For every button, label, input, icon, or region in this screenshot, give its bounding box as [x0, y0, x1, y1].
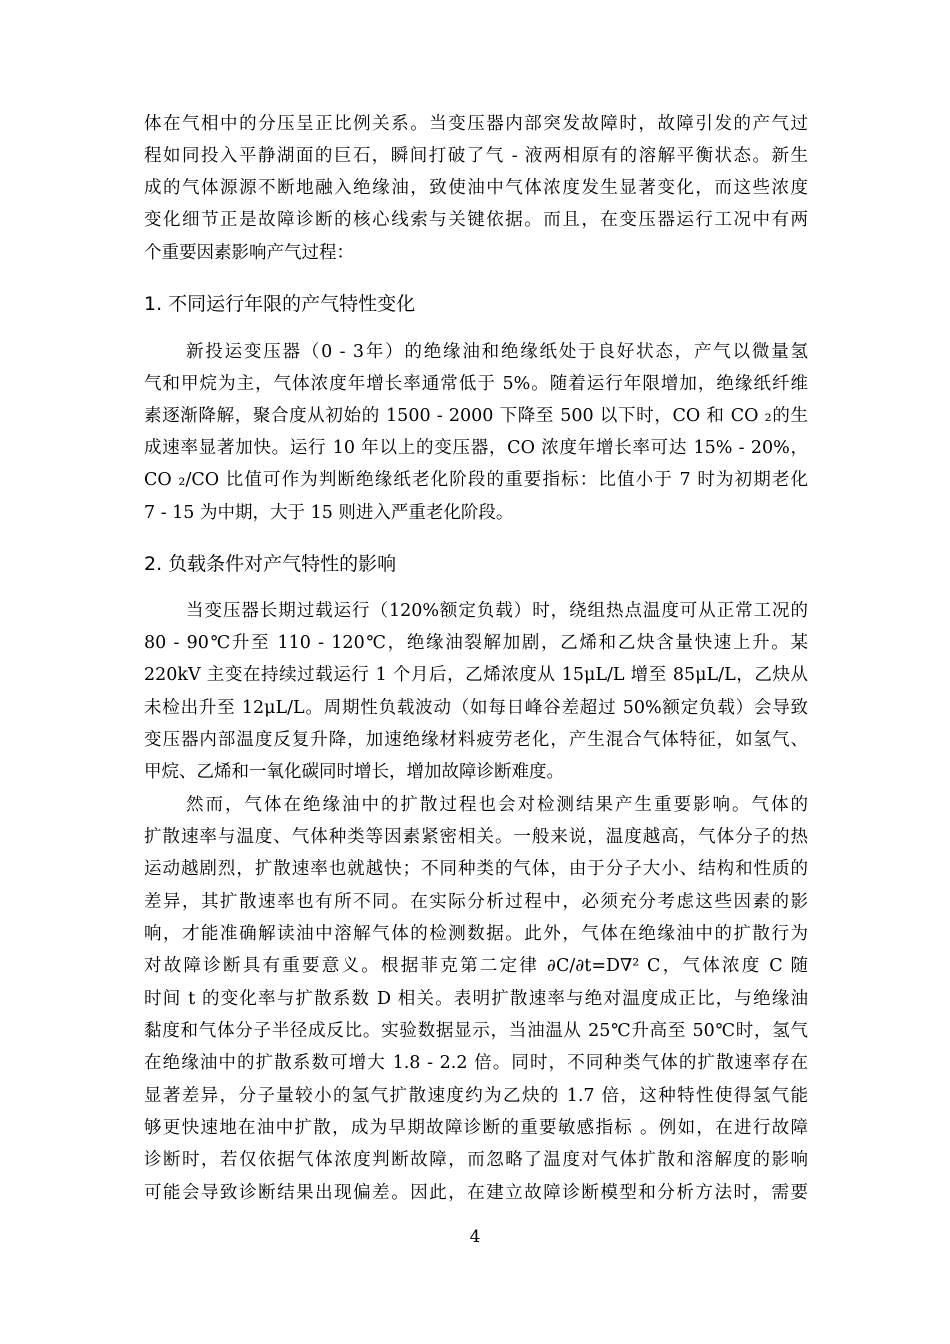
- paragraph-line: 7 - 15 为中期，大于 15 则进入严重老化阶段。: [144, 503, 514, 523]
- section-heading-1: 1. 不同运行年限的产气特性变化: [144, 293, 416, 315]
- paragraph-line: 运动越剧烈，扩散速率也就越快；不同种类的气体，由于分子大小、结构和性质的: [144, 859, 808, 879]
- paragraph-line: 素逐渐降解，聚合度从初始的 1500 - 2000 下降至 500 以下时，CO 和 CO ₂的生: [144, 406, 808, 426]
- paragraph-line: CO ₂/CO 比值可作为判断绝缘纸老化阶段的重要指标：比值小于 7 时为初期老化: [144, 470, 808, 490]
- paragraph-line: 新投运变压器（0 - 3年）的绝缘油和绝缘纸处于良好状态，产气以微量氢: [186, 342, 808, 362]
- paragraph-line: 甲烷、乙烯和一氧化碳同时增长，增加故障诊断难度。: [144, 762, 564, 782]
- paragraph-line: 时间 t 的变化率与扩散系数 D 相关。表明扩散速率与绝对温度成正比，与绝缘油: [144, 989, 808, 1009]
- paragraph-line: 气和甲烷为主，气体浓度年增长率通常低于 5%。随着运行年限增加，绝缘纸纤维: [144, 374, 808, 394]
- section-heading-2: 2. 负载条件对产气特性的影响: [144, 553, 397, 575]
- paragraph-line: 成的气体源源不断地融入绝缘油，致使油中气体浓度发生显著变化，而这些浓度: [144, 178, 808, 198]
- paragraph-line: 程如同投入平静湖面的巨石，瞬间打破了气 - 液两相原有的溶解平衡状态。新生: [144, 146, 808, 166]
- paragraph-line: 黏度和气体分子半径成反比。实验数据显示，当油温从 25℃升高至 50℃时，氢气: [144, 1021, 808, 1041]
- paragraph-line: 显著差异，分子量较小的氢气扩散速度约为乙炔的 1.7 倍，这种特性使得氢气能: [144, 1086, 808, 1106]
- paragraph-line: 成速率显著加快。运行 10 年以上的变压器，CO 浓度年增长率可达 15% - 20%，: [144, 438, 808, 458]
- paragraph-line: 可能会导致诊断结果出现偏差。因此，在建立故障诊断模型和分析方法时，需要: [144, 1183, 808, 1203]
- paragraph-line: 响，才能准确解读油中溶解气体的检测数据。此外，气体在绝缘油中的扩散行为: [144, 924, 808, 944]
- paragraph-line: 差异，其扩散速率也有所不同。在实际分析过程中，必须充分考虑这些因素的影: [144, 892, 808, 912]
- paragraph-line: 变压器内部温度反复升降，加速绝缘材料疲劳老化，产生混合气体特征，如氢气、: [144, 730, 808, 750]
- paragraph-line: 80 - 90℃升至 110 - 120℃，绝缘油裂解加剧，乙烯和乙炔含量快速上升。某: [144, 633, 808, 653]
- paragraph-line: 扩散速率与温度、气体种类等因素紧密相关。一般来说，温度越高，气体分子的热: [144, 827, 808, 847]
- paragraph-line: 未检出升至 12μL/L。周期性负载波动（如每日峰谷差超过 50%额定负载）会导致: [144, 698, 808, 718]
- paragraph-line: 对故障诊断具有重要意义。根据菲克第二定律 ∂C/∂t=D∇² C，气体浓度 C 随: [144, 956, 808, 976]
- paragraph-line: 够更快速地在油中扩散，成为早期故障诊断的重要敏感指标 。例如，在进行故障: [144, 1118, 808, 1138]
- paragraph-line: 在绝缘油中的扩散系数可增大 1.8 - 2.2 倍。同时，不同种类气体的扩散速率存在: [144, 1053, 808, 1073]
- paragraph-line: 当变压器长期过载运行（120%额定负载）时，绕组热点温度可从正常工况的: [186, 601, 808, 621]
- paragraph-line: 诊断时，若仅依据气体浓度判断故障，而忽略了温度对气体扩散和溶解度的影响: [144, 1150, 808, 1170]
- paragraph-line: 体在气相中的分压呈正比例关系。当变压器内部突发故障时，故障引发的产气过: [144, 114, 808, 134]
- paragraph-line: 变化细节正是故障诊断的核心线索与关键依据。而且，在变压器运行工况中有两: [144, 210, 808, 230]
- paragraph-line: 然而，气体在绝缘油中的扩散过程也会对检测结果产生重要影响。气体的: [186, 795, 808, 815]
- paragraph-line: 个重要因素影响产气过程：: [144, 243, 354, 263]
- paragraph-line: 220kV 主变在持续过载运行 1 个月后，乙烯浓度从 15μL/L 增至 85μL/L，乙炔从: [144, 665, 808, 685]
- page-number: 4: [469, 1227, 481, 1247]
